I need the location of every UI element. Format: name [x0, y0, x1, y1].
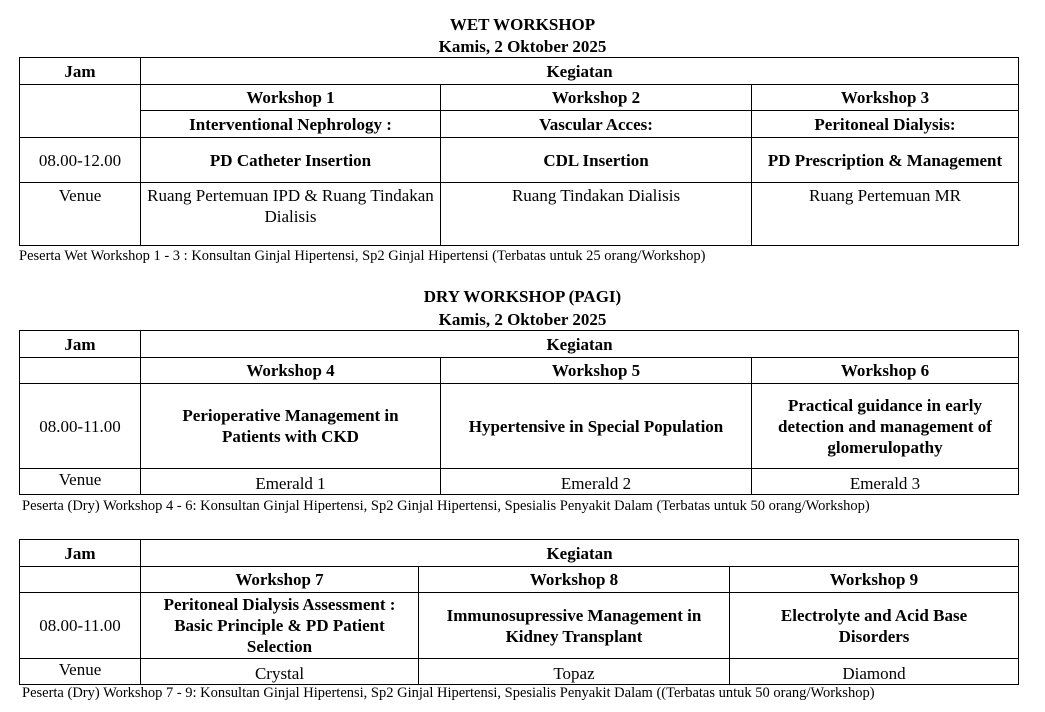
empty-cell	[20, 567, 141, 593]
workshop-8-name: Workshop 8	[419, 567, 730, 593]
workshop-3-venue: Ruang Pertemuan MR	[752, 183, 1019, 246]
dry-2-time: 08.00-11.00	[20, 593, 141, 659]
workshop-1-venue: Ruang Pertemuan IPD & Ruang Tindakan Dialisis	[141, 183, 441, 246]
dry-workshop-date: Kamis, 2 Oktober 2025	[438, 310, 607, 329]
venue-label: Venue	[20, 659, 141, 685]
workshop-9-topic: Electrolyte and Acid Base Disorders	[730, 593, 1019, 659]
workshop-2-topic: CDL Insertion	[441, 138, 752, 183]
kegiatan-header: Kegiatan	[141, 331, 1019, 358]
dry-workshop-2-table	[19, 539, 1019, 685]
wet-workshop-table	[19, 57, 1019, 246]
dry-pagi-time: 08.00-11.00	[20, 384, 141, 469]
workshop-8-topic: Immunosupressive Management in Kidney Transplant	[419, 593, 730, 659]
empty-cell	[20, 358, 141, 384]
workshop-9-name: Workshop 9	[730, 567, 1019, 593]
workshop-8-venue: Topaz	[419, 659, 730, 685]
workshop-2-name: Workshop 2	[441, 85, 752, 111]
workshop-1-topic: PD Catheter Insertion	[141, 138, 441, 183]
workshop-1-category: Interventional Nephrology :	[141, 111, 441, 138]
workshop-7-name: Workshop 7	[141, 567, 419, 593]
workshop-6-topic: Practical guidance in early detection and management of glomerulopathy	[752, 384, 1019, 469]
workshop-3-category: Peritoneal Dialysis:	[752, 111, 1019, 138]
workshop-4-topic: Perioperative Management in Patients with CKD	[141, 384, 441, 469]
workshop-3-topic: PD Prescription & Management	[752, 138, 1019, 183]
workshop-5-name: Workshop 5	[441, 358, 752, 384]
jam-header: Jam	[20, 58, 141, 85]
workshop-4-name: Workshop 4	[141, 358, 441, 384]
workshop-2-venue: Ruang Tindakan Dialisis	[441, 183, 752, 246]
empty-cell	[20, 85, 141, 138]
kegiatan-header: Kegiatan	[141, 540, 1019, 567]
workshop-2-category: Vascular Acces:	[441, 111, 752, 138]
workshop-7-topic: Peritoneal Dialysis Assessment : Basic Principle & PD Patient Selection	[141, 593, 419, 659]
dry-pagi-note: Peserta (Dry) Workshop 4 - 6: Konsultan Ginjal Hipertensi, Sp2 Ginjal Hipertensi, Spesialis Penyakit Dalam (Terbatas untuk 50 orang/Workshop)	[22, 498, 870, 514]
venue-label: Venue	[20, 469, 141, 495]
workshop-7-venue: Crystal	[141, 659, 419, 685]
wet-workshop-date: Kamis, 2 Oktober 2025	[438, 37, 607, 56]
jam-header: Jam	[20, 540, 141, 567]
wet-workshop-note: Peserta Wet Workshop 1 - 3 : Konsultan Ginjal Hipertensi, Sp2 Ginjal Hipertensi (Terbatas untuk 25 orang/Workshop)	[19, 248, 706, 264]
workshop-6-name: Workshop 6	[752, 358, 1019, 384]
wet-workshop-title: WET WORKSHOP	[449, 15, 596, 34]
workshop-9-venue: Diamond	[730, 659, 1019, 685]
kegiatan-header: Kegiatan	[141, 58, 1019, 85]
dry-workshop-pagi-table	[19, 330, 1019, 495]
jam-header: Jam	[20, 331, 141, 358]
wet-time: 08.00-12.00	[20, 138, 141, 183]
venue-label: Venue	[20, 183, 141, 246]
workshop-5-venue: Emerald 2	[441, 469, 752, 495]
workshop-1-name: Workshop 1	[141, 85, 441, 111]
workshop-5-topic: Hypertensive in Special Population	[441, 384, 752, 469]
workshop-4-venue: Emerald 1	[141, 469, 441, 495]
dry-workshop-title: DRY WORKSHOP (PAGI)	[423, 287, 622, 306]
workshop-6-venue: Emerald 3	[752, 469, 1019, 495]
workshop-3-name: Workshop 3	[752, 85, 1019, 111]
dry-2-note: Peserta (Dry) Workshop 7 - 9: Konsultan Ginjal Hipertensi, Sp2 Ginjal Hipertensi, Spesialis Penyakit Dalam ((Terbatas untuk 50 orang/Workshop)	[22, 685, 875, 701]
